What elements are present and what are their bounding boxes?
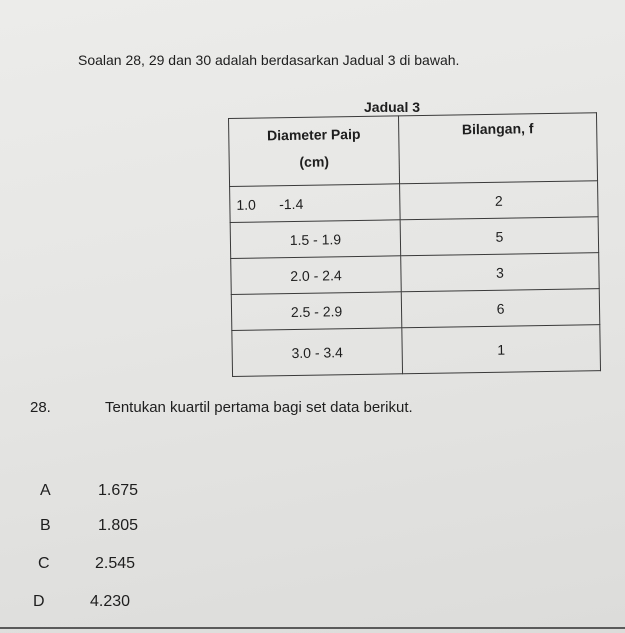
range-cell: 1.5 - 1.9 [230,220,401,259]
table-row [231,289,600,331]
intro-text: Soalan 28, 29 dan 30 adalah berdasarkan Jadual 3 di bawah. [78,52,460,68]
frequency-cell: 1 [402,325,601,374]
frequency-table [228,112,601,377]
option-a [40,482,180,502]
option-label: B [40,517,51,534]
frequency-cell: 2 [400,181,599,220]
option-label: A [40,482,51,499]
option-label: D [33,593,45,610]
option-label: C [38,555,50,572]
page-edge-divider [0,627,625,629]
table-title: Jadual 3 [364,99,421,115]
frequency-cell: 6 [401,289,600,328]
frequency-header: Bilangan, f [398,113,597,184]
table-row [230,181,599,223]
option-value: 1.805 [98,517,139,534]
option-d [33,593,173,613]
table-row [231,253,600,295]
option-value: 1.675 [98,482,139,499]
question-text: Tentukan kuartil pertama bagi set data berikut. [105,399,413,416]
range-cell: 1.0 -1.4 [230,184,401,223]
table-row [232,325,601,377]
option-b [40,517,180,537]
frequency-cell: 5 [400,217,599,256]
range-cell: 2.5 - 2.9 [231,292,402,331]
range-cell: 3.0 - 3.4 [232,328,403,377]
range-cell: 2.0 - 2.4 [231,256,402,295]
table-row [230,217,599,259]
option-value: 4.230 [90,593,131,610]
question-number: 28. [30,399,51,416]
diameter-header [229,116,400,187]
diameter-header-label: Diameter Paip [266,125,361,144]
frequency-cell: 3 [401,253,600,292]
diameter-header-unit: (cm) [299,153,330,170]
option-c [38,555,178,575]
option-value: 2.545 [95,555,136,572]
